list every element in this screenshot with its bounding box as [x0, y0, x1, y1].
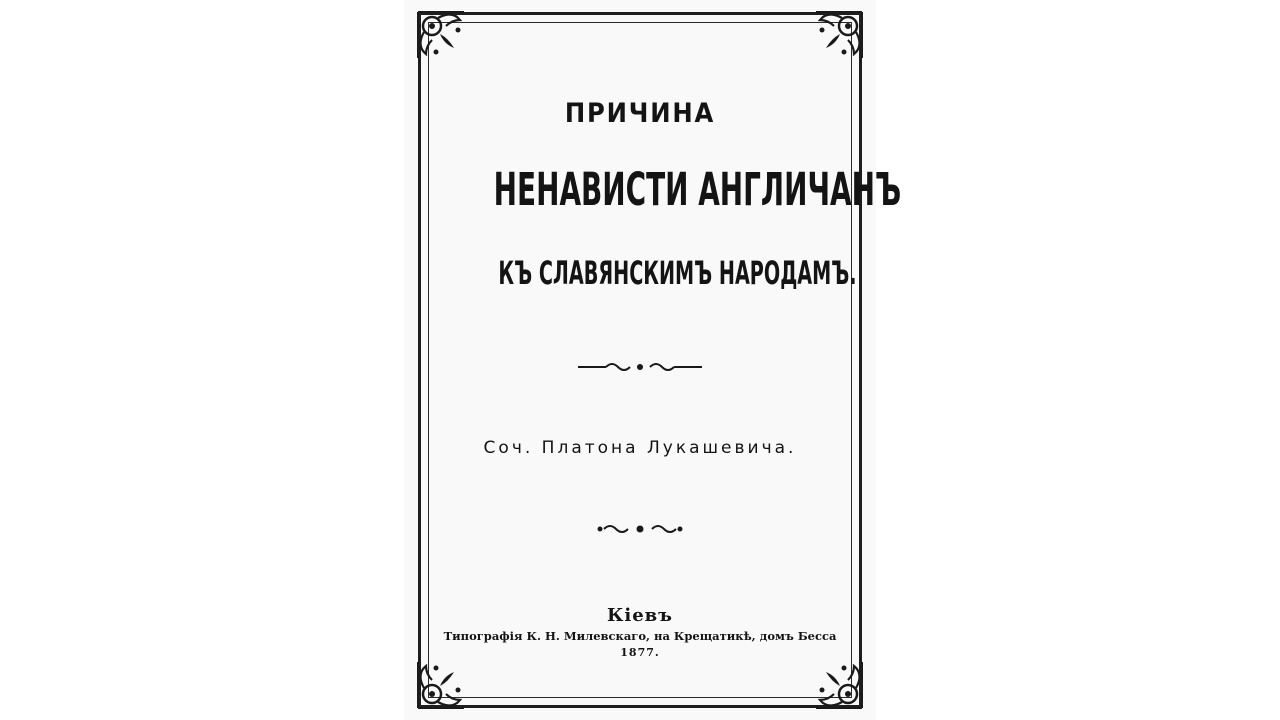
scroll-divider-icon: [596, 522, 684, 536]
title-line-1: ПРИЧИНА: [564, 98, 716, 129]
publication-city: Кiевъ: [607, 605, 673, 626]
printer-line: Типографiя К. Н. Милевскаго, на Крещатикѣ, домъ Бесса: [443, 629, 837, 643]
corner-ornament-icon: [414, 8, 468, 62]
title-line-3: КЪ СЛАВЯНСКИМЪ НАРОДАМЪ.: [498, 254, 857, 292]
corner-ornament-icon: [812, 8, 866, 62]
publication-year: 1877.: [620, 646, 660, 659]
author-line: Соч. Платона Лукашевича.: [483, 438, 797, 458]
corner-ornament-icon: [414, 658, 468, 712]
corner-ornament-icon: [812, 658, 866, 712]
scroll-divider-icon: [576, 360, 704, 374]
title-line-2: НЕНАВИСТИ АНГЛИЧАНЪ: [493, 163, 902, 216]
title-page: [404, 0, 902, 720]
